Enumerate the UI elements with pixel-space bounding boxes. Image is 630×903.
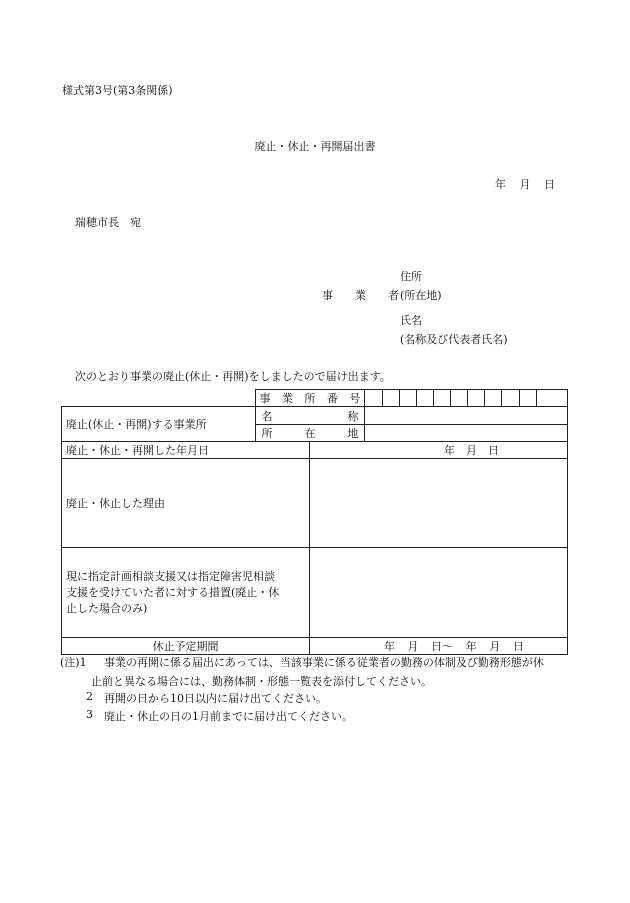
office-number-char: 番 xyxy=(326,392,338,405)
measures-label-line: 止した場合のみ) xyxy=(66,601,148,615)
notification-form-table xyxy=(61,389,568,655)
note-prefix: (注)1 xyxy=(60,656,87,669)
office-location-field[interactable] xyxy=(365,425,568,442)
office-number-char: 事 xyxy=(259,392,271,405)
measures-row xyxy=(62,548,568,638)
office-number-row xyxy=(62,390,568,407)
office-label: 廃止(休止・再開)する事業所 xyxy=(62,407,256,442)
address-label: 住所 xyxy=(400,270,422,283)
date-field-month: 月 xyxy=(465,444,477,457)
office-number-box-7[interactable] xyxy=(468,390,485,407)
office-number-box-6[interactable] xyxy=(451,390,468,407)
address-sub-label: (所在地) xyxy=(400,289,442,302)
office-number-box-8[interactable] xyxy=(485,390,502,407)
office-number-box-4[interactable] xyxy=(416,390,433,407)
period-year-end: 年 xyxy=(465,640,477,653)
office-number-char: 業 xyxy=(281,392,293,405)
note-1-line-2: 止前と異なる場合には、勤務体制・形態一覧表を添付してください。 xyxy=(91,675,432,688)
office-number-label xyxy=(255,390,365,407)
period-month-start: 月 xyxy=(407,640,419,653)
office-number-box-10[interactable] xyxy=(519,390,536,407)
reason-row xyxy=(62,459,568,548)
operator-char-2: 業 xyxy=(355,289,366,302)
office-name-row xyxy=(62,407,568,425)
date-row xyxy=(62,442,568,459)
name-sub-label: (名称及び代表者氏名) xyxy=(400,333,508,346)
office-number-box-11[interactable] xyxy=(536,390,567,407)
office-location-label xyxy=(255,425,365,442)
period-field[interactable] xyxy=(309,638,567,655)
office-number-char: 所 xyxy=(304,392,316,405)
period-month-end: 月 xyxy=(489,640,501,653)
period-day-end: 日 xyxy=(512,640,524,653)
office-number-box-3[interactable] xyxy=(399,390,416,407)
office-number-box-2[interactable] xyxy=(382,390,399,407)
period-row xyxy=(62,638,568,655)
office-name-label xyxy=(255,407,365,425)
office-number-box-1[interactable] xyxy=(365,390,382,407)
operator-char-3: 者 xyxy=(388,289,399,302)
reason-label: 廃止・休止した理由 xyxy=(62,459,310,548)
intro-text: 次のとおり事業の廃止(休止・再開)をしましたので届け出ます。 xyxy=(75,370,391,383)
period-year-start: 年 xyxy=(383,640,395,653)
name-char: 称 xyxy=(347,409,359,423)
office-number-box-9[interactable] xyxy=(502,390,519,407)
measures-field[interactable] xyxy=(309,548,567,638)
page-title: 廃止・休止・再開届出書 xyxy=(254,140,376,153)
reason-field[interactable] xyxy=(309,459,567,548)
operator-label xyxy=(322,287,399,303)
office-number-char: 号 xyxy=(349,392,361,405)
form-number: 様式第3号(第3条関係) xyxy=(62,84,173,97)
location-char: 地 xyxy=(347,427,359,440)
location-char: 所 xyxy=(261,427,273,440)
date-month: 月 xyxy=(519,178,531,191)
measures-label xyxy=(62,548,310,638)
submission-date xyxy=(495,176,555,192)
office-number-box-5[interactable] xyxy=(433,390,450,407)
name-char: 名 xyxy=(261,409,273,423)
recipient: 瑞穂市長 宛 xyxy=(75,216,141,229)
blank-cell xyxy=(62,390,256,407)
name-label: 氏名 xyxy=(400,314,422,327)
date-year: 年 xyxy=(495,178,506,191)
office-name-field[interactable] xyxy=(365,407,568,425)
date-field[interactable] xyxy=(309,442,567,459)
measures-label-line: 支援を受けていた者に対する措置(廃止・休 xyxy=(66,585,280,599)
note-1-line-1: 事業の再開に係る届出にあっては、当該事業に係る従業者の勤務の体制及び勤務形態が休 xyxy=(104,656,544,669)
period-day-start: 日〜 xyxy=(431,640,454,653)
date-day: 日 xyxy=(544,178,555,191)
location-char: 在 xyxy=(304,427,316,440)
note-3-number: 3 xyxy=(86,708,93,721)
period-label: 休止予定期間 xyxy=(62,638,310,655)
note-3: 廃止・休止の日の1月前までに届け出てください。 xyxy=(104,710,353,723)
measures-label-line: 現に指定計画相談支援又は指定障害児相談 xyxy=(66,569,275,583)
note-2-number: 2 xyxy=(86,690,93,703)
note-2: 再開の日から10日以内に届け出てください。 xyxy=(104,692,327,705)
date-label: 廃止・休止・再開した年月日 xyxy=(62,442,310,459)
date-field-year: 年 xyxy=(443,444,455,457)
operator-char-1: 事 xyxy=(322,289,333,302)
date-field-day: 日 xyxy=(487,444,499,457)
